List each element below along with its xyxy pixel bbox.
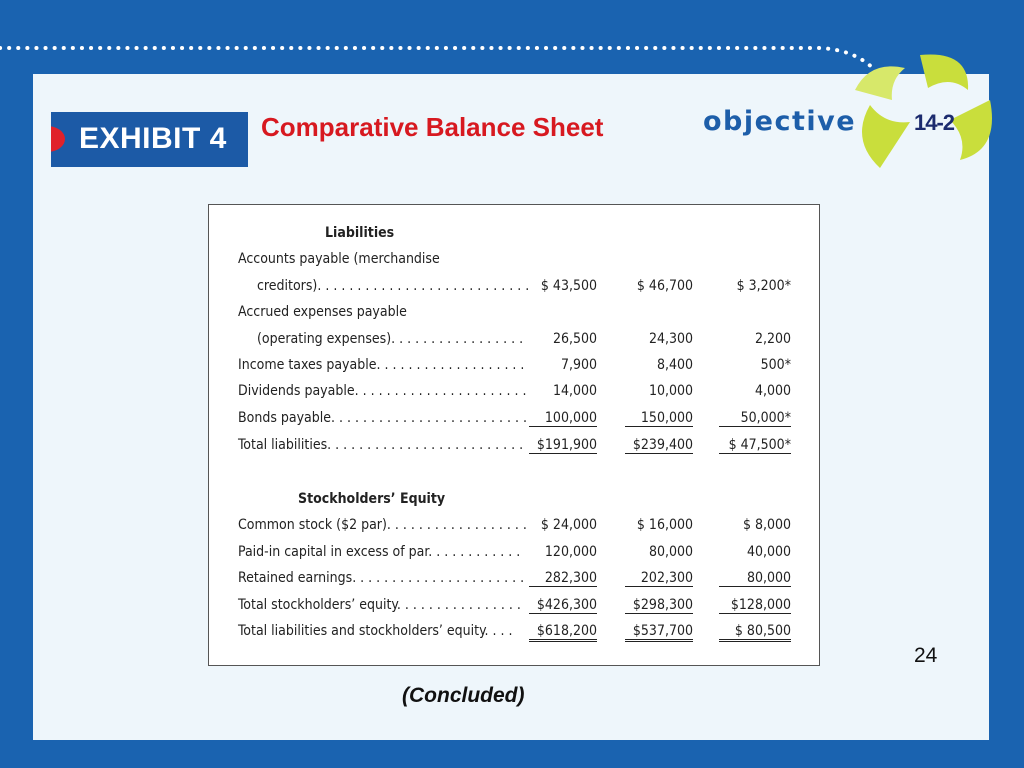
concluded-note: (Concluded) — [402, 684, 525, 707]
row-label: creditors). . . . . . . . . . . . . . . . . . . . . . . . . . . — [257, 278, 530, 294]
table-row — [209, 383, 819, 405]
value-change: $ 80,500 — [719, 623, 791, 642]
value-change: 2,200 — [754, 331, 791, 347]
value-current: $191,900 — [529, 437, 597, 454]
value-change: $128,000 — [719, 597, 791, 614]
row-label: (operating expenses). . . . . . . . . . . . . . . . . — [257, 331, 524, 347]
table-row — [209, 597, 819, 619]
table-row — [209, 623, 819, 645]
row-label: Common stock ($2 par). . . . . . . . . . . . . . . . . . — [238, 517, 527, 533]
value-current: $ 24,000 — [540, 517, 597, 533]
page-number: 24 — [914, 644, 938, 667]
row-label: Accounts payable (merchandise — [238, 251, 440, 267]
liabilities-heading: Liabilities — [325, 225, 395, 241]
value-current: 26,500 — [552, 331, 597, 347]
row-label: Dividends payable. . . . . . . . . . . . . . . . . . . . . . — [238, 383, 527, 399]
value-prior: $298,300 — [625, 597, 693, 614]
row-label: Retained earnings. . . . . . . . . . . . . . . . . . . . . . — [238, 570, 525, 586]
value-prior: $ 46,700 — [636, 278, 693, 294]
value-current: $426,300 — [529, 597, 597, 614]
table-row — [209, 251, 819, 273]
value-change: 500* — [760, 357, 791, 373]
value-prior: 24,300 — [648, 331, 693, 347]
row-label: Total stockholders’ equity. . . . . . . . . . . . . . . . — [238, 597, 521, 613]
table-row — [209, 304, 819, 326]
table-row — [209, 517, 819, 539]
table-row — [209, 410, 819, 432]
objective-number: 14-2 — [914, 110, 955, 135]
value-prior: $239,400 — [625, 437, 693, 454]
value-prior: 80,000 — [648, 544, 693, 560]
row-label: Bonds payable. . . . . . . . . . . . . . . . . . . . . . . . . — [238, 410, 527, 426]
table-row — [209, 437, 819, 459]
balance-sheet-table — [208, 204, 820, 666]
value-change: $ 47,500* — [719, 437, 791, 454]
table-row — [209, 544, 819, 566]
value-current: 7,900 — [560, 357, 597, 373]
value-prior: 202,300 — [625, 570, 693, 587]
value-prior: 150,000 — [625, 410, 693, 427]
table-row — [209, 357, 819, 379]
value-current: $618,200 — [529, 623, 597, 642]
value-current: $ 43,500 — [540, 278, 597, 294]
row-label: Income taxes payable. . . . . . . . . . . . . . . . . . . — [238, 357, 525, 373]
exhibit-label: EXHIBIT 4 — [79, 122, 227, 155]
slide-title: Comparative Balance Sheet — [261, 112, 604, 142]
value-current: 282,300 — [529, 570, 597, 587]
equity-heading: Stockholders’ Equity — [298, 491, 446, 507]
value-prior: $ 16,000 — [636, 517, 693, 533]
row-label: Total liabilities and stockholders’ equity. . . . — [238, 623, 513, 639]
value-change: 4,000 — [754, 383, 791, 399]
row-label: Accrued expenses payable — [238, 304, 407, 320]
value-change: 40,000 — [746, 544, 791, 560]
row-label: Total liabilities. . . . . . . . . . . . . . . . . . . . . . . . . — [238, 437, 524, 453]
red-tab-decoration — [51, 126, 65, 152]
value-prior: 8,400 — [656, 357, 693, 373]
value-current: 120,000 — [544, 544, 597, 560]
value-current: 100,000 — [529, 410, 597, 427]
objective-label: objective — [703, 106, 857, 137]
value-prior: $537,700 — [625, 623, 693, 642]
value-change: $ 8,000 — [742, 517, 791, 533]
value-change: 50,000* — [719, 410, 791, 427]
value-prior: 10,000 — [648, 383, 693, 399]
table-row — [209, 331, 819, 353]
value-change: $ 3,200* — [736, 278, 791, 294]
value-change: 80,000 — [719, 570, 791, 587]
value-current: 14,000 — [552, 383, 597, 399]
table-row — [209, 278, 819, 300]
table-row — [209, 570, 819, 592]
exhibit-badge — [51, 112, 248, 167]
row-label: Paid-in capital in excess of par. . . . . . . . . . . . — [238, 544, 521, 560]
